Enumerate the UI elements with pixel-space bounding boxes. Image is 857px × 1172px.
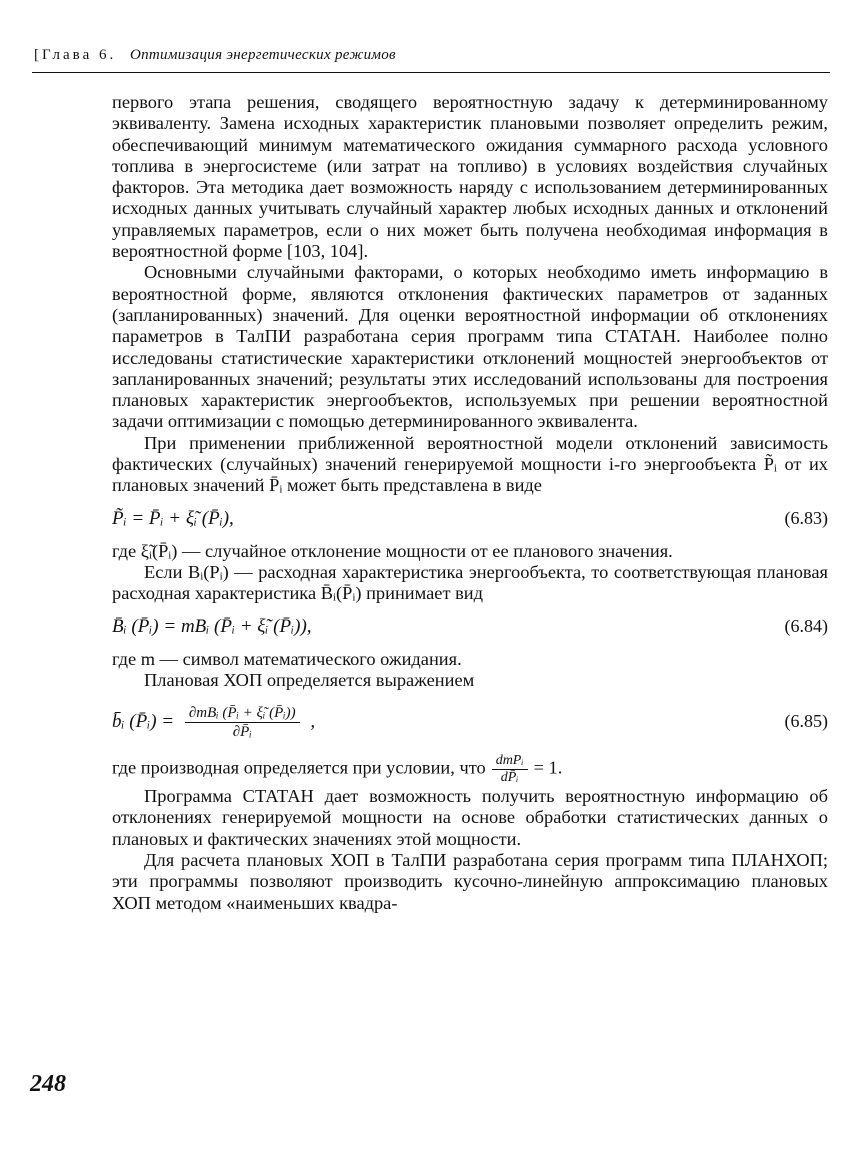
paragraph-8-text: где производная определяется при условии, что — [112, 757, 486, 778]
equation-6-84-body: B̄ᵢ (P̄ᵢ) = mBᵢ (P̄ᵢ + ξ̃ᵢ (P̄ᵢ)), — [112, 615, 312, 637]
running-header — [34, 44, 830, 66]
equation-6-84-number: (6.84) — [784, 615, 828, 636]
derivative-numerator: dmPᵢ — [492, 753, 528, 770]
equation-6-83 — [112, 497, 828, 541]
body-text — [112, 92, 828, 914]
equation-6-85-numerator: ∂mBᵢ (P̄ᵢ + ξ̃ᵢ (P̄ᵢ)) — [185, 704, 300, 723]
derivative-condition-fraction — [492, 753, 528, 786]
chapter-title: Оптимизация энергетических режимов — [129, 47, 396, 63]
paragraph-6: где m — символ математического ожидания. — [112, 648, 462, 669]
derivative-denominator: dP̄ᵢ — [500, 770, 519, 786]
equation-6-83-number: (6.83) — [784, 507, 828, 528]
paragraph-1: первого этапа решения, сводящего вероятностную задачу к детерминированному эквиваленту. Замена исходных характеристик плановыми позволяет определить режим, обеспечивающий минимум математического ожидания суммарного расхода условного топлива в энергосистеме (или затрат на топливо) в условиях воздействия случайных факторов. Эта методика дает возможность наряду с использованием детерминированных исходных данных учитывать случайный характер любых исходных данных и отклонений управляемых параметров, если о них может быть получена необходимая информация в вероятностной форме [103, 104]. — [112, 92, 828, 262]
paragraph-8 — [112, 753, 828, 786]
chapter-label: [Глава 6. — [34, 47, 117, 63]
equation-6-85-comma: , — [310, 710, 316, 732]
paragraph-5: Если Bᵢ(Pᵢ) — расходная характеристика энергообъекта, то соответствующая плановая расходная характеристика B̄ᵢ(P̄ᵢ) принимает вид — [112, 561, 828, 604]
equation-6-85-body — [112, 704, 315, 741]
header-rule — [32, 72, 830, 73]
equation-6-85-number: (6.85) — [784, 711, 828, 732]
paragraph-9: Программа СТАТАН дает возможность получить вероятностную информацию об отклонениях генерируемой мощности на основе обработки статистических данных о плановых и фактических значениях этой мощности. — [112, 786, 828, 849]
equation-6-83-body: P̃ᵢ = P̄ᵢ + ξ̃ᵢ (P̄ᵢ), — [112, 507, 234, 529]
paragraph-10: Для расчета плановых ХОП в ТалПИ разработана серия программ типа ПЛАНХОП; эти программы позволяют производить кусочно-линейную аппроксимацию плановых ХОП методом «наименьших квадра- — [112, 850, 828, 913]
equation-6-85-fraction — [185, 704, 300, 741]
equation-6-85-denominator: ∂P̄ᵢ — [232, 723, 252, 740]
derivative-condition-end: = 1. — [533, 757, 563, 778]
paragraph-2: Основными случайными факторами, о которых необходимо иметь информацию в вероятностной форме, являются отклонения фактических параметров от заданных (запланированных) значений. Для оценки вероятностной информации об отклонениях параметров в ТалПИ разработана серия программ типа СТАТАН. Наиболее полно исследованы статистические характеристики отклонений мощностей энергообъектов от запланированных значений; результаты этих исследований использованы для построения плановых характеристик энергообъектов, используемых при решении вероятностной задачи оптимизации с помощью детерминированного эквивалента. — [112, 262, 828, 432]
equation-6-84 — [112, 605, 828, 649]
equation-6-85-left: b̄ᵢ (P̄ᵢ) = — [112, 710, 175, 732]
paragraph-4: где ξ̃ᵢ(P̄ᵢ) — случайное отклонение мощности от ее планового значения. — [112, 540, 673, 561]
equation-6-85 — [112, 691, 828, 753]
paragraph-3: При применении приближенной вероятностной модели отклонений зависимость фактических (случайных) значений генерируемой мощности i-го энергообъекта P̃ᵢ от их плановых значений P̄ᵢ может быть представлена в виде — [112, 432, 828, 496]
paragraph-7: Плановая ХОП определяется выражением — [144, 669, 475, 690]
page-number: 248 — [30, 1071, 66, 1097]
